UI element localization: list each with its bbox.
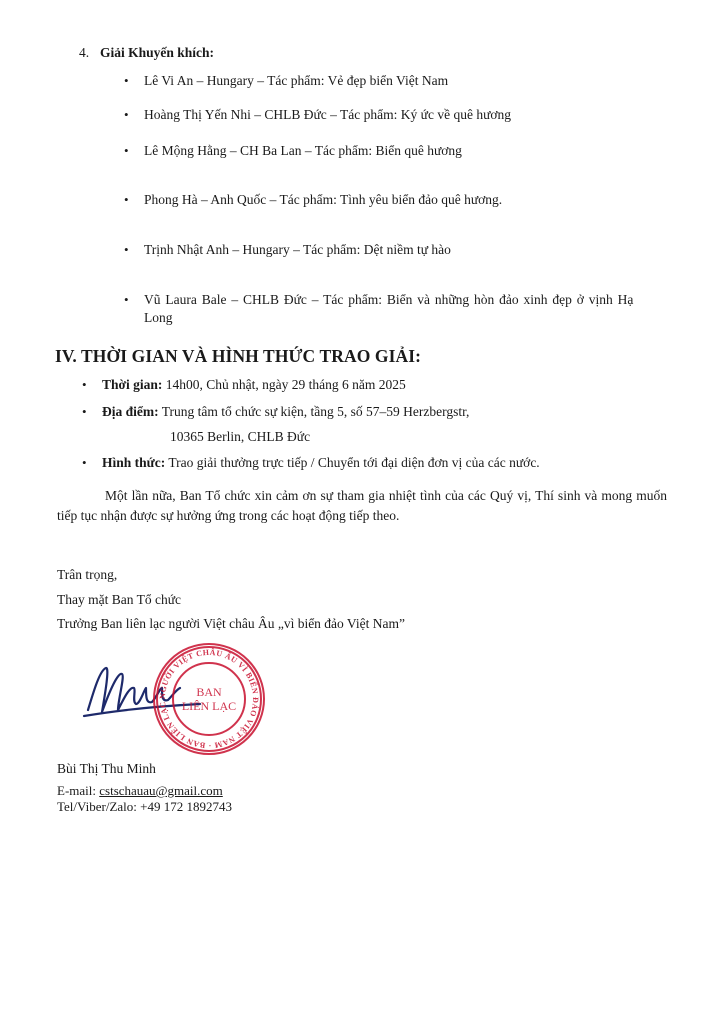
place-line: [102, 404, 469, 421]
regards-text: Trân trọng,: [57, 567, 118, 582]
bullet-icon: •: [82, 455, 87, 470]
time-line: [102, 377, 406, 394]
award-item: Trịnh Nhật Anh – Hungary – Tác phẩm: Dệt niềm tự hào: [144, 242, 451, 257]
place-value-continuation: 10365 Berlin, CHLB Đức: [170, 429, 311, 444]
bullet-icon: •: [124, 292, 129, 307]
stamp-icon: [150, 640, 268, 758]
on-behalf-text: Thay mặt Ban Tổ chức: [57, 592, 182, 607]
bullet-icon: •: [82, 377, 87, 392]
bullet-icon: •: [124, 192, 129, 207]
bullet-icon: •: [124, 107, 129, 122]
stamp-ring-text: NGƯỜI VIỆT CHÂU ÂU VÌ BIỂN ĐẢO VIỆT NAM · BAN LIÊN LẠC: [157, 647, 261, 751]
place-label: Địa điểm:: [102, 404, 159, 419]
closing-paragraph: [57, 486, 667, 526]
bullet-icon: •: [82, 404, 87, 419]
bullet-icon: •: [124, 143, 129, 158]
award-item: Lê Vi An – Hungary – Tác phẩm: Vẻ đẹp biển Việt Nam: [144, 73, 449, 88]
email-label: E-mail:: [57, 783, 100, 798]
section-title: IV. THỜI GIAN VÀ HÌNH THỨC TRAO GIẢI:: [55, 346, 422, 366]
phone-line: Tel/Viber/Zalo: +49 172 1892743: [57, 799, 232, 814]
role-text: Trưởng Ban liên lạc người Việt châu Âu „vì biển đảo Việt Nam”: [57, 616, 405, 631]
time-label: Thời gian:: [102, 377, 163, 392]
award-item: Vũ Laura Bale – CHLB Đức – Tác phẩm: Biển và những hòn đảo xinh đẹp ở vịnh Hạ: [144, 292, 634, 307]
award-item: Phong Hà – Anh Quốc – Tác phẩm: Tình yêu biển đảo quê hương.: [144, 192, 503, 207]
signer-name: Bùi Thị Thu Minh: [57, 761, 156, 776]
bullet-icon: •: [124, 242, 129, 257]
email-line: [57, 783, 223, 799]
form-value: Trao giải thưởng trực tiếp / Chuyển tới đại diện đơn vị của các nước.: [165, 455, 540, 470]
stamp-center-line-2: LIÊN LẠC: [181, 699, 237, 713]
stamp-seal: [150, 640, 268, 758]
time-value: 14h00, Chủ nhật, ngày 29 tháng 6 năm 2025: [162, 377, 406, 392]
awards-heading: Giải Khuyến khích:: [100, 45, 215, 60]
award-item-continuation: Long: [144, 310, 173, 325]
award-item: Lê Mộng Hằng – CH Ba Lan – Tác phẩm: Biển quê hương: [144, 143, 462, 158]
stamp-center-line-1: BAN: [196, 685, 222, 699]
email-link[interactable]: cstschauau@gmail.com: [99, 783, 223, 798]
award-item: Hoàng Thị Yến Nhi – CHLB Đức – Tác phẩm: Ký ức về quê hương: [144, 107, 512, 122]
place-value: Trung tâm tổ chức sự kiện, tầng 5, số 57–59 Herzbergstr,: [158, 404, 470, 419]
form-label: Hình thức:: [102, 455, 166, 470]
awards-number: 4.: [79, 45, 90, 60]
form-line: [102, 455, 540, 472]
closing-text: Một lần nữa, Ban Tổ chức xin cảm ơn sự tham gia nhiệt tình của các Quý vị, Thí sinh và mong muốn tiếp tục nhận được sự hưởng ứng trong các hoạt động tiếp theo.: [57, 488, 667, 523]
bullet-icon: •: [124, 73, 129, 88]
